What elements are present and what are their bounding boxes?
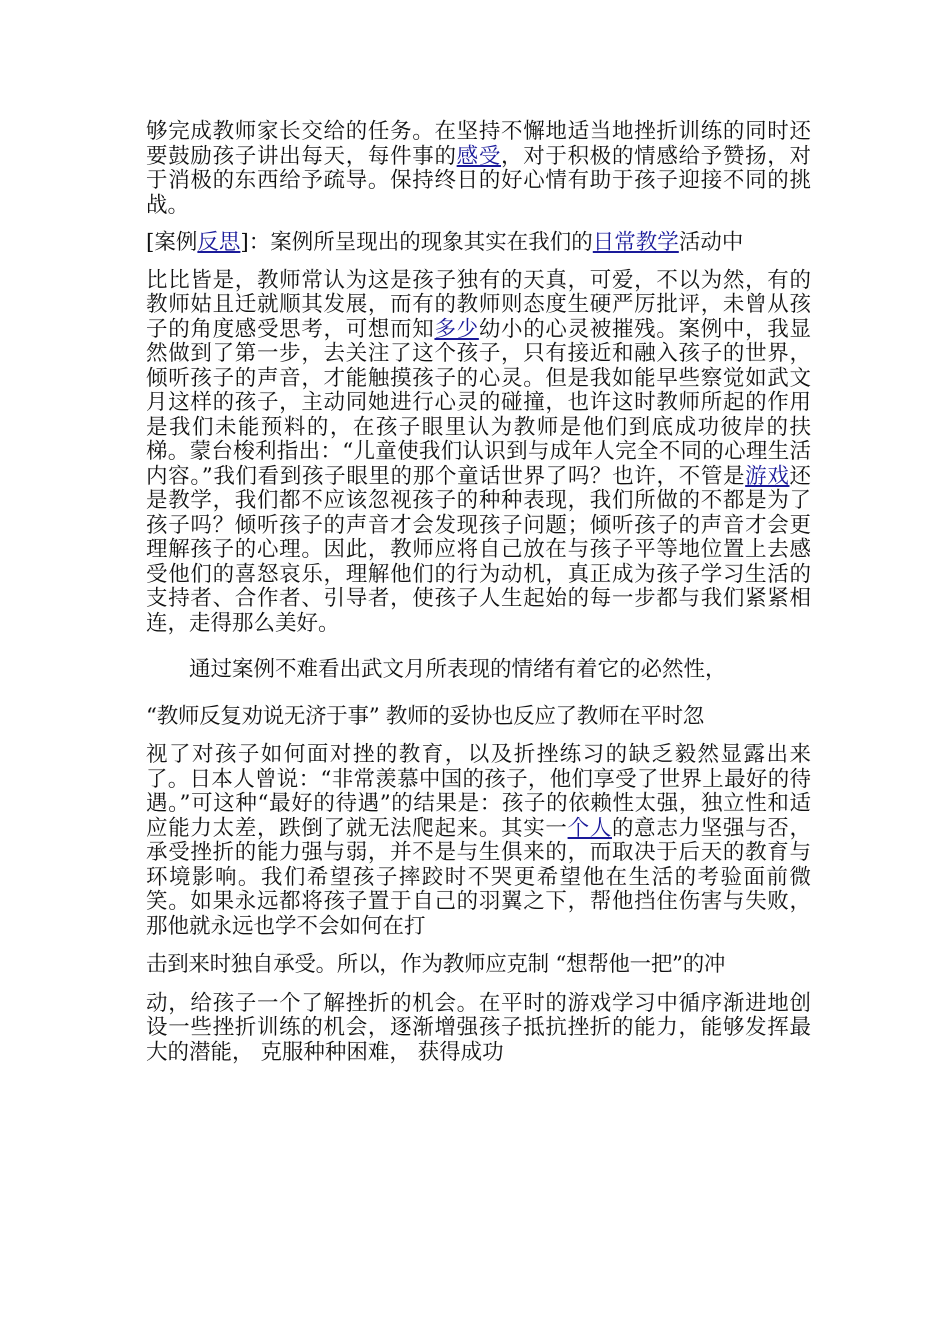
paragraph-1 — [146, 120, 811, 218]
paragraph-3 — [146, 269, 811, 637]
paragraph-2-text-b: ]：案例所呈现出的现象其实在我们的 — [240, 230, 593, 255]
paragraph-5 — [146, 705, 811, 730]
paragraph-1-text-a: 够完成教师家长交给的任务。在坚持不懈地适当地挫折训练的同时还要鼓励孩子讲出每天，每件事的 — [146, 119, 811, 169]
link-how-many[interactable]: 多少 — [434, 316, 479, 342]
paragraph-4-text: 通过案例不难看出武文月所表现的情绪有着它的必然性， — [189, 657, 727, 682]
paragraph-1-text-b: ，对于积极的情感给予赞扬，对于消极的东西给予疏导。保持终日的好心情有助于孩子迎接不同的挑战。 — [146, 143, 811, 218]
paragraph-8 — [146, 992, 811, 1066]
paragraph-7-text: 击到来时独自承受。所以，作为教师应克制 “想帮他一把”的冲 — [146, 952, 726, 977]
paragraph-6-text-a: 视了对孩子如何面对挫的教育，以及折挫练习的缺乏毅然显露出来了。日本人曾说：“非常羡慕中国的孩子，他们享受了世界上最好的待遇。”可这种“最好的待遇”的结果是：孩子的依赖性太强，独立性和适应能力太差，跌倒了就无法爬起来。其实一 — [146, 742, 811, 841]
link-daily-teaching[interactable]: 日常教学 — [592, 230, 679, 255]
link-individual[interactable]: 个人 — [567, 815, 612, 841]
paragraph-7 — [146, 953, 811, 978]
link-reflection[interactable]: 反思 — [197, 230, 241, 255]
paragraph-3-text-c: 还是教学，我们都不应该忽视孩子的种种表现，我们所做的不都是为了孩子吗？倾听孩子的声音才会发现孩子问题；倾听孩子的声音才会更理解孩子的心理。因此，教师应将自己放在与孩子平等地位置上去感受他们的喜怒哀乐，理解他们的行为动机，真正成为孩子学习生活的支持者、合作者、引导者，使孩子人生起始的每一步都与我们紧紧相连，走得那么美好。 — [146, 463, 811, 636]
paragraph-2 — [146, 231, 811, 256]
paragraph-3-text-b: 幼小的心灵被摧残。案例中，我显然做到了第一步，去关注了这个孩子，只有接近和融入孩子的世界，倾听孩子的声音，才能触摸孩子的心灵。但是我如能早些察觉如武文月这样的孩子，主动同她进行心灵的碰撞，也许这时教师所起的作用是我们未能预料的，在孩子眼里认为教师是他们到底成功彼岸的扶梯。蒙台梭利指出：“儿童使我们认识到与成年人完全不同的心理生活内容。”我们看到孩子眼里的那个童话世界了吗？也许，不管是 — [146, 316, 811, 489]
paragraph-4 — [146, 658, 811, 683]
paragraph-5-text: “教师反复劝说无济于事” 教师的妥协也反应了教师在平时忽 — [146, 703, 704, 729]
paragraph-6-text-b: 的意志力坚强与否，承受挫折的能力强与弱，并不是与生俱来的，而取决于后天的教育与环境影响。我们希望孩子摔跤时不哭更希望他在生活的考验面前微笑。如果永远都将孩子置于自己的羽翼之下，帮他挡住伤害与失败，那他就永远也学不会如何在打 — [146, 815, 811, 939]
paragraph-2-text-c: 活动中 — [678, 230, 744, 255]
link-games[interactable]: 游戏 — [745, 463, 790, 489]
document-page — [146, 120, 811, 1065]
paragraph-2-text-a: [案例 — [146, 230, 198, 255]
link-feeling[interactable]: 感受 — [456, 143, 502, 169]
paragraph-8-text: 动，给孩子一个了解挫折的机会。在平时的游戏学习中循序渐进地创设一些挫折训练的机会，逐渐增强孩子抵抗挫折的能力，能够发挥最大的潜能， 克服种种困难， 获得成功 — [146, 990, 811, 1065]
paragraph-3-text-a: 比比皆是，教师常认为这是孩子独有的天真，可爱，不以为然，有的教师姑且迁就顺其发展，而有的教师则态度生硬严厉批评，未曾从孩子的角度感受思考，可想而知 — [146, 267, 811, 342]
paragraph-6 — [146, 743, 811, 939]
